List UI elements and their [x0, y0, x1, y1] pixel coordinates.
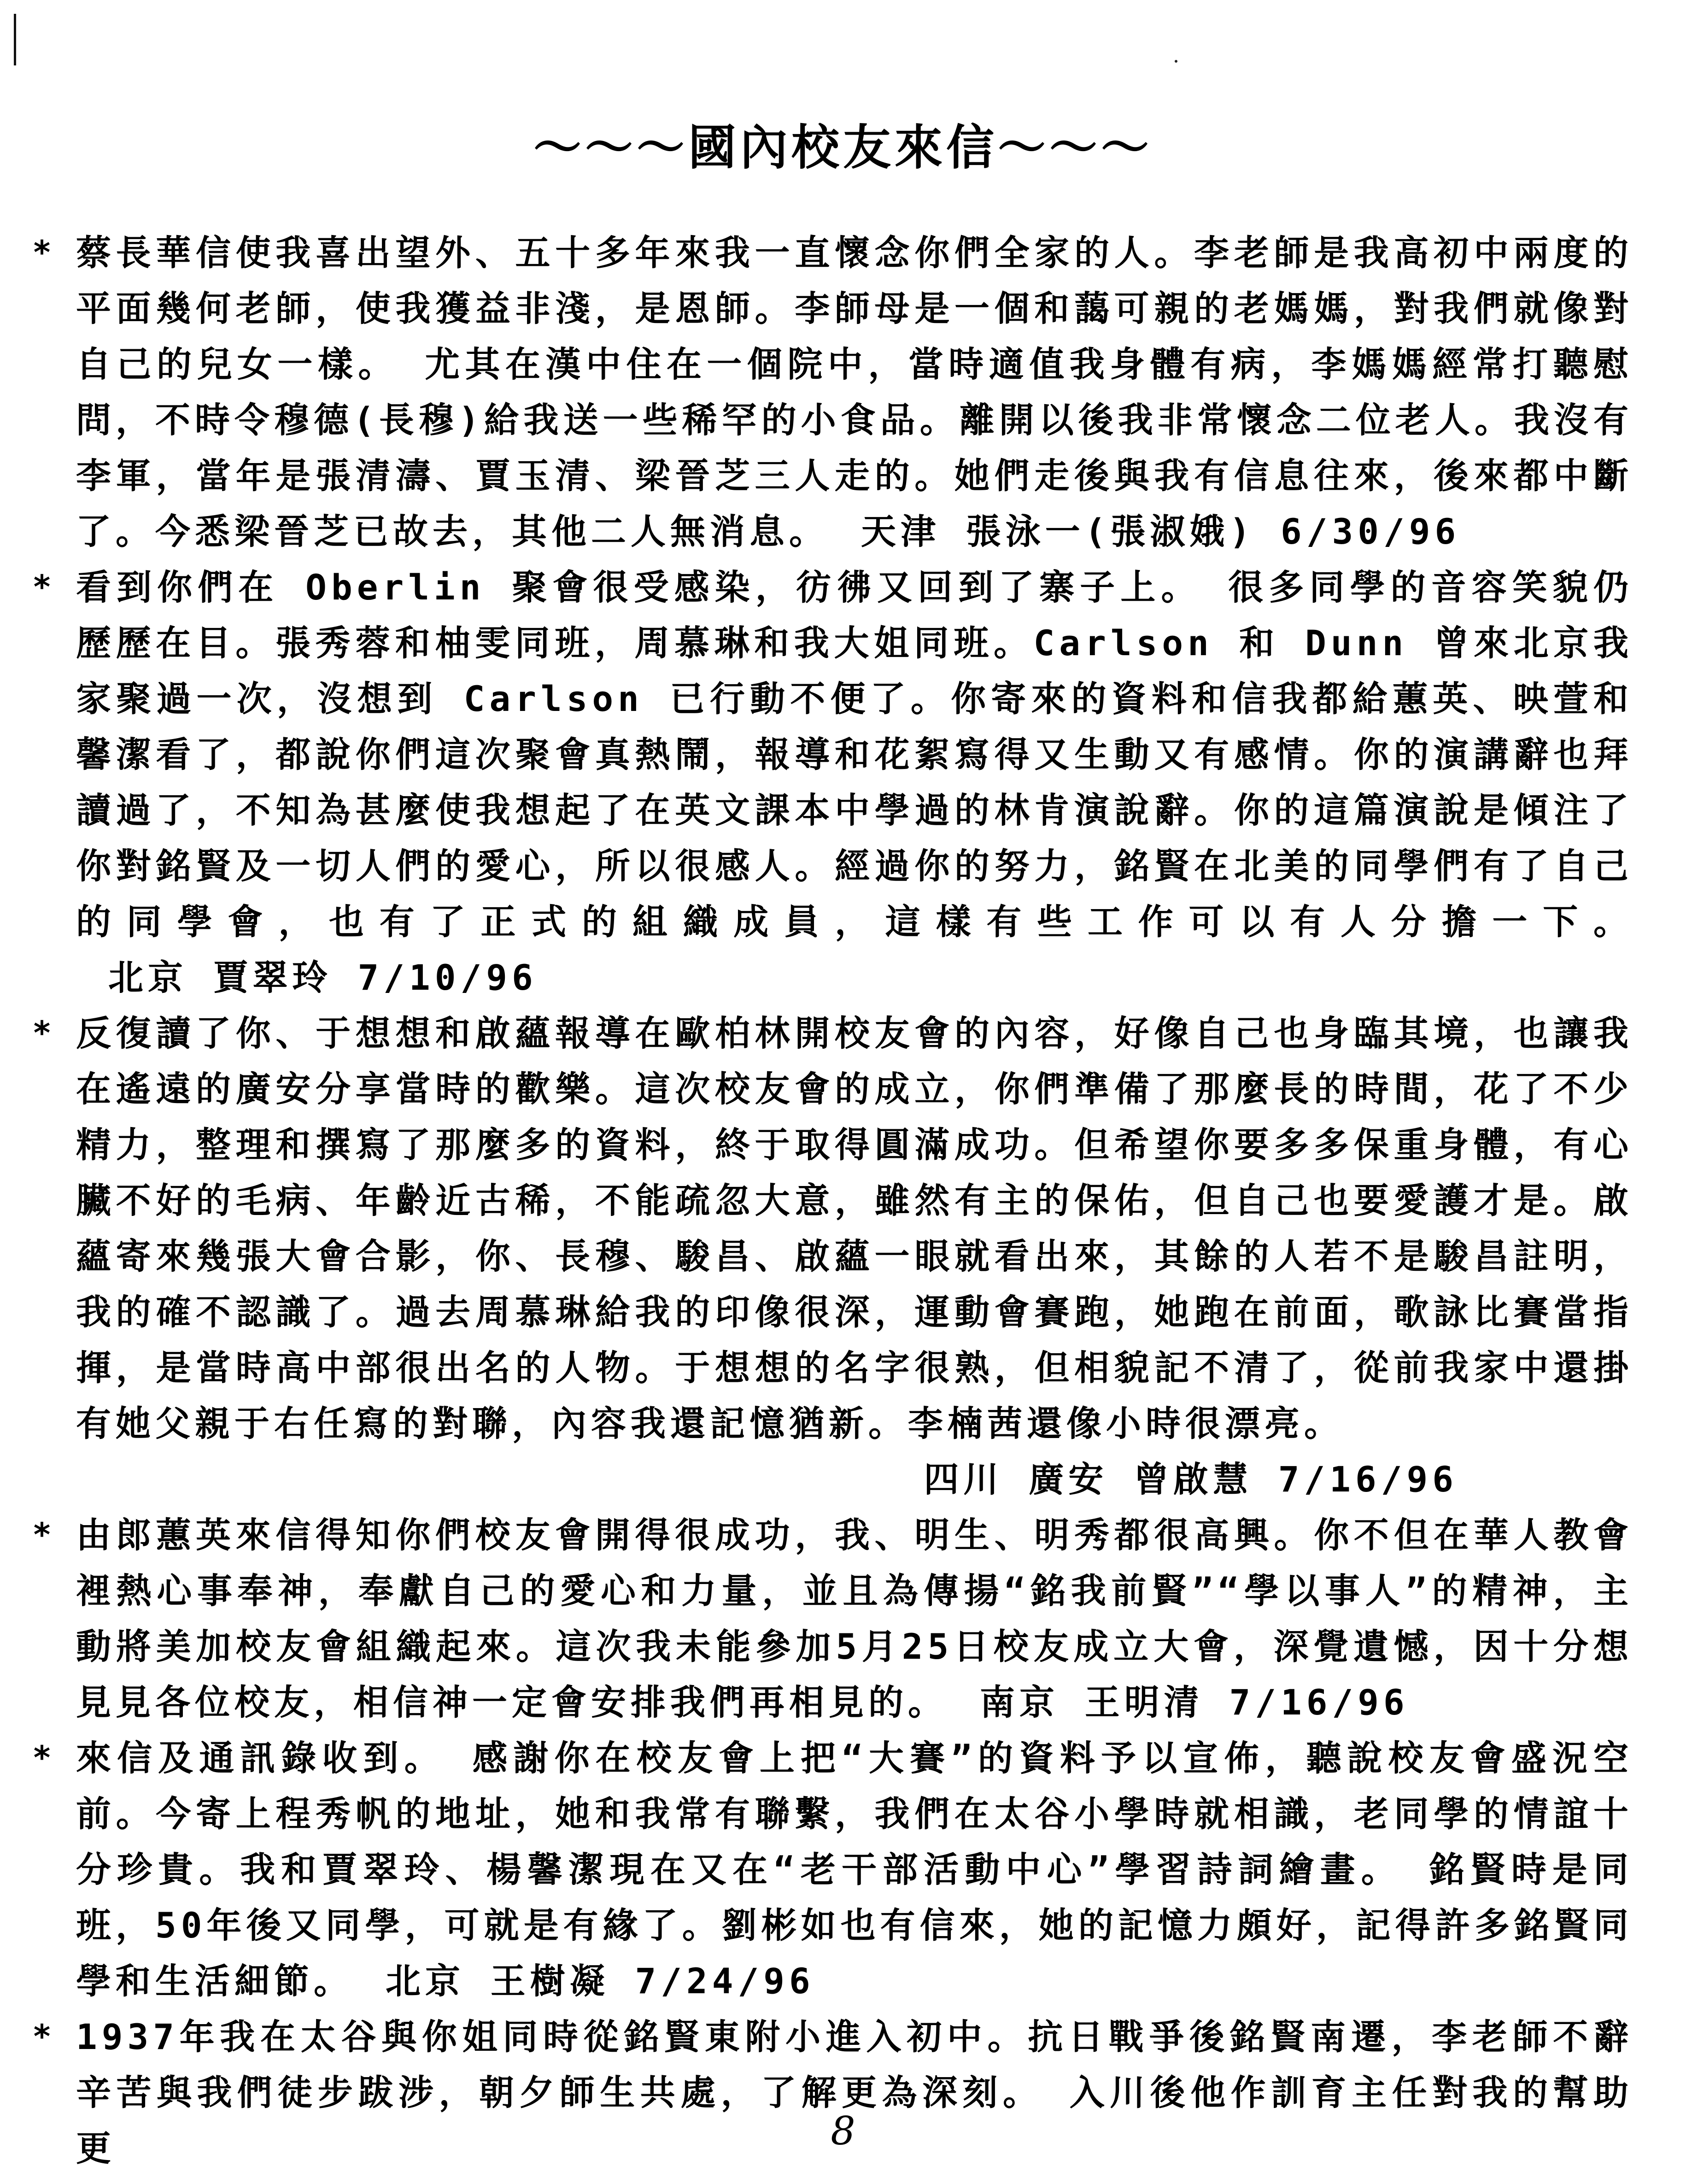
page-title: ～～～國內校友來信～～～: [533, 119, 1153, 176]
bullet-marker: *: [32, 234, 52, 271]
letter-body: 蔡長華信使我喜出望外、五十多年來我一直懷念你們全家的人。李老師是我高初中兩度的平面幾何老師，使我獲益非淺，是恩師。李師母是一個和藹可親的老媽媽，對我們就像對自己的兒女一樣。 尤其在漢中住在一個院中，當時適值我身體有病，李媽媽經常打聽慰問，不時令穆德(長穆)給我送一些稀罕的小食品。離開以後我非常懷念二位老人。我沒有李軍，當年是張清濤、賈玉清、梁晉芝三人走的。她們走後與我有信息往來，後來都中斷了。今悉梁晉芝已故去，其他二人無消息。 天津 張泳一(張淑娥) 6/30/96: [76, 232, 1633, 552]
letter-signature: 四川 廣安 曾啟慧 7/16/96: [924, 1459, 1458, 1500]
page-number: 8: [831, 2108, 855, 2154]
letter-entry: [32, 225, 1633, 559]
letter-entry: [32, 1507, 1633, 1730]
bullet-marker: *: [32, 1014, 52, 1052]
letter-body: 來信及通訊錄收到。 感謝你在校友會上把“大賽”的資料予以宣佈，聽說校友會盛況空前。今寄上程秀帆的地址，她和我常有聯繫，我們在太谷小學時就相識，老同學的情誼十分珍貴。我和賈翠玲、楊馨潔現在又在“老干部活動中心”學習詩詞繪畫。 銘賢時是同班，50年後又同學，可就是有緣了。劉彬如也有信來，她的記憶力頗好，記得許多銘賢同學和生活細節。 北京 王樹凝 7/24/96: [76, 1738, 1633, 2002]
bullet-marker: *: [32, 2018, 52, 2055]
letter-signature: 北京 賈翠玲 7/10/96: [108, 957, 538, 998]
letter-signature: 天津 張泳一(張淑娥) 6/30/96: [861, 511, 1461, 552]
scan-speck: [1175, 60, 1177, 63]
letter-body: 由郎蕙英來信得知你們校友會開得很成功，我、明生、明秀都很高興。你不但在華人教會裡熱心事奉神，奉獻自己的愛心和力量，並且為傳揚“銘我前賢”“學以事人”的精神，主動將美加校友會組織起來。這次我未能參加5月25日校友成立大會，深覺遺憾，因十分想見見各位校友，相信神一定會安排我們再相見的。 南京 王明清 7/16/96: [76, 1515, 1633, 1723]
letter-body: 反復讀了你、于想想和啟蘊報導在歐柏林開校友會的內容，好像自己也身臨其境，也讓我在遙遠的廣安分享當時的歡樂。這次校友會的成立，你們準備了那麼長的時間，花了不少精力，整理和撰寫了那麼多的資料，終于取得圓滿成功。但希望你要多多保重身體，有心臟不好的毛病、年齡近古稀，不能疏忽大意，雖然有主的保佑，但自己也要愛護才是。啟蘊寄來幾張大會合影，你、長穆、駿昌、啟蘊一眼就看出來，其餘的人若不是駿昌註明，我的確不認識了。過去周慕琳給我的印像很深，運動會賽跑，她跑在前面，歌詠比賽當指揮，是當時高中部很出名的人物。于想想的名字很熟，但相貌記不清了，從前我家中還掛有她父親于右任寫的對聯，內容我還記憶猶新。李楠茜還像小時很漂亮。: [76, 1013, 1633, 1444]
letter-signature: 北京 王樹凝 7/24/96: [386, 1961, 815, 2002]
letter-entry: [32, 1730, 1633, 2009]
letter-signature: 南京 王明清 7/16/96: [980, 1682, 1409, 1723]
letter-entry: [32, 559, 1633, 1005]
letter-body: 看到你們在 Oberlin 聚會很受感染，彷彿又回到了寨子上。 很多同學的音容笑貌仍歷歷在目。張秀蓉和柚雯同班，周慕琳和我大姐同班。Carlson 和 Dunn 曾來北京我家聚過一次，沒想到 Carlson 已行動不便了。你寄來的資料和信我都給蕙英、映萱和馨潔看了，都說你們這次聚會真熱鬧，報導和花絮寫得又生動又有感情。你的演講辭也拜讀過了，不知為甚麼使我想起了在英文課本中學過的林肯演說辭。你的這篇演說是傾注了你對銘賢及一切人們的愛心，所以很感人。經過你的努力，銘賢在北美的同學們有了自己的同學會，也有了正式的組織成員，這樣有些工作可以有人分擔一下。北京 賈翠玲 7/10/96: [76, 567, 1633, 998]
letter-entry: [32, 1005, 1633, 1507]
letters-section: [32, 225, 1633, 2176]
bullet-marker: *: [32, 568, 52, 606]
letter-body: 1937年我在太谷與你姐同時從銘賢東附小進入初中。抗日戰爭後銘賢南遷，李老師不辭辛苦與我們徒步跋涉，朝夕師生共處，了解更為深刻。 入川後他作訓育主任對我的幫助更: [76, 2016, 1633, 2169]
bullet-marker: *: [32, 1516, 52, 1554]
margin-rule: [14, 14, 16, 65]
bullet-marker: *: [32, 1739, 52, 1777]
